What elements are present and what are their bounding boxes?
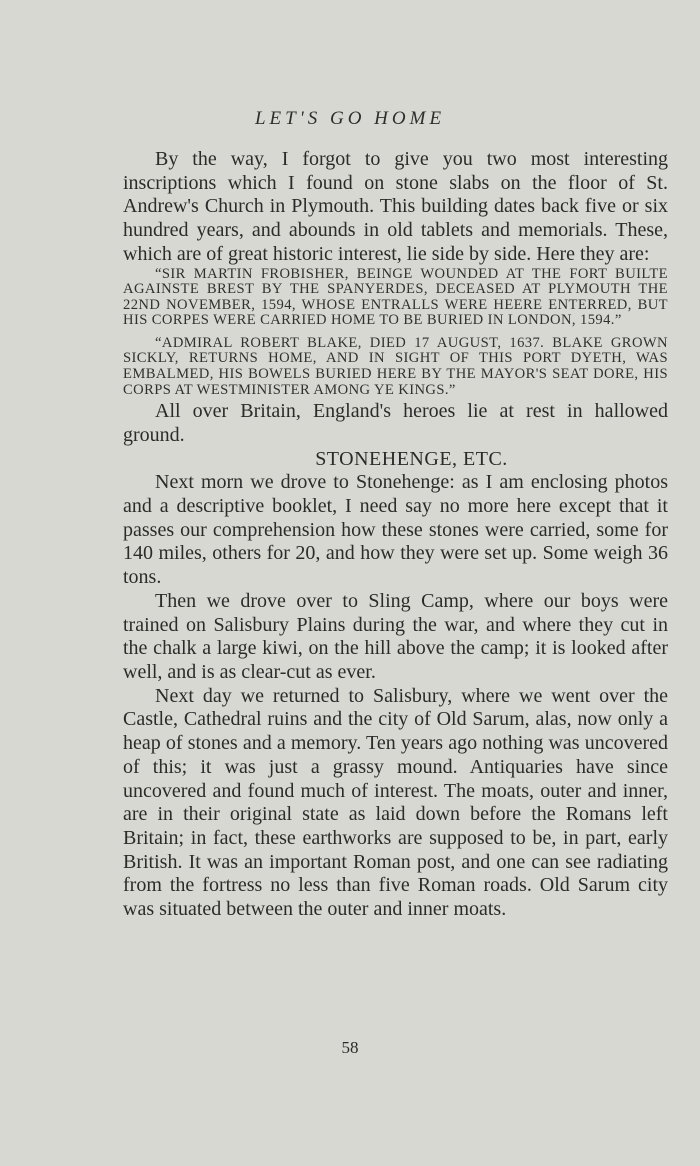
paragraph-sling-camp: Then we drove over to Sling Camp, where our boys were trained on Salisbury Plains during the war, and where they cut in the chalk a large kiwi, on the hill above the camp; it is looked after well, and is as clear-cut as ever. — [123, 589, 668, 683]
inscription-frobisher: “SIR MARTIN FROBISHER, BEINGE WOUNDED AT THE FORT BUILTE AGAINSTE BREST BY THE SPANYERDES, DECEASED AT PLYMOUTH THE 22ND NOVEMBER, 1594, WHOSE ENTRALLS WERE HEERE ENTERRED, BUT HIS CORPES WERE CARRIED HOME TO BE BURIED IN LONDON, 1594.” — [123, 265, 668, 329]
running-head: LET'S GO HOME — [254, 108, 446, 129]
paragraph-old-sarum: Next day we returned to Salisbury, where we went over the Castle, Cathedral ruins and the city of Old Sarum, alas, now only a heap of stones and a memory. Ten years ago nothing was uncovered of this; it was just a grassy mound. Antiquaries have since uncovered and found much of interest. The moats, outer and inner, are in their original state as laid down before the Romans left Britain; in fact, these earthworks are supposed to be, in part, early British. It was an important Roman post, and one can see radiating from the fortress no less than five Roman roads. Old Sarum city was situated between the outer and inner moats. — [123, 684, 668, 921]
paragraph-stonehenge: Next morn we drove to Stonehenge: as I am enclosing photos and a descriptive booklet, I need say no more here except that it passes our comprehension how these stones were carried, some for 140 miles, others for 20, and how they were set up. Some weigh 36 tons. — [123, 471, 668, 589]
inscription-blake: “ADMIRAL ROBERT BLAKE, DIED 17 AUGUST, 1637. BLAKE GROWN SICKLY, RETURNS HOME, AND IN SIGHT OF THIS PORT DYETH, WAS EMBALMED, HIS BOWELS BURIED HERE BY THE MAYOR'S SEAT DORE, HIS CORPS AT WESTMINISTER AMONG YE KINGS.” — [123, 334, 668, 398]
page-number: 58 — [341, 1038, 359, 1057]
body-text — [123, 148, 668, 922]
paragraph-heroes: All over Britain, England's heroes lie at rest in hallowed ground. — [123, 400, 668, 446]
section-heading-stonehenge: STONEHENGE, ETC. — [315, 447, 508, 470]
paragraph-inscriptions-intro: By the way, I forgot to give you two most interesting inscriptions which I found on stone slabs on the floor of St. Andrew's Church in Plymouth. This building dates back five or six hundred years, and abounds in old tablets and memorials. These, which are of great historic interest, lie side by side. Here they are: — [123, 148, 668, 265]
